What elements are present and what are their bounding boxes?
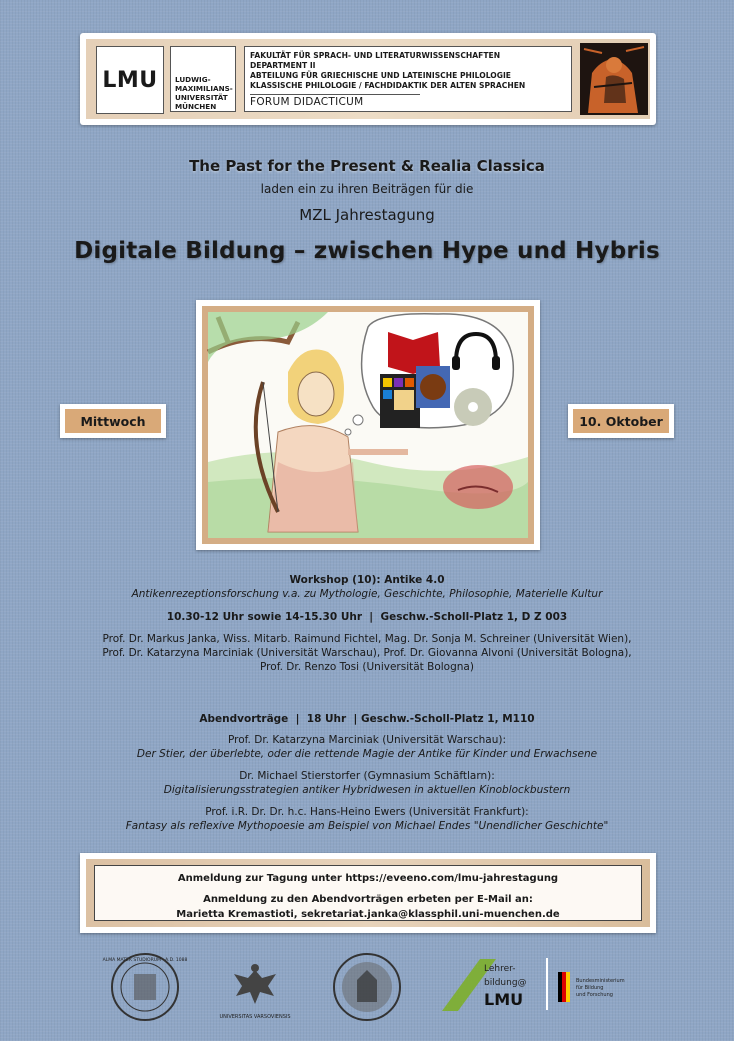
talk-topic: Der Stier, der überlebte, oder die rettende Magie der Antike für Kinder und Erwachsene bbox=[136, 748, 598, 760]
workshop-time-place: 10.30-12 Uhr sowie 14-15.30 Uhr | Geschw.-Scholl-Platz 1, D Z 003 bbox=[166, 611, 568, 623]
header-banner-inner bbox=[86, 39, 650, 119]
registration-banner-inner bbox=[86, 859, 650, 927]
forum-didacticum: FORUM DIDACTICUM bbox=[250, 94, 420, 107]
seal-icon bbox=[102, 952, 188, 1022]
registration-email-intro: Anmeldung zu den Abendvorträgen erbeten per E-Mail an: bbox=[203, 894, 533, 905]
date-label: 10. Oktober bbox=[573, 409, 669, 433]
illustration-mat bbox=[202, 306, 534, 544]
lmu-logo: LMU bbox=[102, 67, 158, 93]
talk-speaker: Dr. Michael Stierstorfer (Gymnasium Schäftlarn): bbox=[239, 770, 495, 782]
registration-email-contact[interactable]: Marietta Kremastioti, sekretariat.janka@klassphil.uni-muenchen.de bbox=[176, 909, 560, 920]
illustration-frame bbox=[196, 300, 540, 550]
talk-speaker: Prof. Dr. Katarzyna Marciniak (Universität Warschau): bbox=[227, 734, 507, 746]
registration-box bbox=[94, 865, 642, 921]
workshop-speakers-line: Prof. Dr. Renzo Tosi (Universität Bologna) bbox=[260, 661, 474, 673]
weekday-label: Mittwoch bbox=[65, 409, 161, 433]
lehrer-text-2: bildung@ bbox=[484, 978, 527, 988]
faculty-box bbox=[244, 46, 572, 112]
weekday-badge bbox=[60, 404, 166, 438]
workshop-speakers-line: Prof. Dr. Markus Janka, Wiss. Mitarb. Raimund Fichtel, Mag. Dr. Sonja M. Schreiner (Universität Wien), bbox=[102, 633, 632, 645]
talk-topic: Digitalisierungsstrategien antiker Hybridwesen in aktuellen Kinoblockbustern bbox=[163, 784, 571, 796]
lehrer-text-1: Lehrer- bbox=[484, 964, 516, 974]
university-name-line: MAXIMILIANS- bbox=[175, 84, 233, 93]
lmu-logo-box bbox=[96, 46, 164, 114]
date-badge bbox=[568, 404, 674, 438]
seal-text: ALMA MATER STUDIORUM · A.D. 1088 bbox=[102, 958, 188, 963]
lehrerbildung-icon bbox=[440, 955, 532, 1013]
registration-banner bbox=[80, 853, 656, 933]
vase-figure-icon bbox=[580, 43, 648, 115]
intro-line-2: laden ein zu ihren Beiträgen für die bbox=[260, 182, 474, 196]
faculty-line: FAKULTÄT FÜR SPRACH- UND LITERATURWISSENSCHAFTEN bbox=[250, 51, 501, 60]
workshop-title: Workshop (10): Antike 4.0 bbox=[289, 574, 445, 586]
illustration bbox=[208, 312, 528, 538]
talk-speaker: Prof. i.R. Dr. Dr. h.c. Hans-Heino Ewers (Universität Frankfurt): bbox=[205, 806, 529, 818]
faculty-line: KLASSISCHE PHILOLOGIE / FACHDIDAKTIK DER ALTEN SPRACHEN bbox=[250, 81, 526, 90]
greek-vase-image bbox=[580, 43, 648, 115]
lmu-seal-icon bbox=[332, 952, 402, 1022]
warsaw-text: UNIVERSITAS VARSOVIENSIS bbox=[219, 1014, 291, 1020]
main-title: Digitale Bildung – zwischen Hype und Hybris bbox=[74, 238, 660, 264]
bmbf-text-2: für Bildung bbox=[576, 985, 604, 991]
bologna-seal-logo bbox=[102, 952, 188, 1026]
university-name-box bbox=[170, 46, 236, 112]
intro-line-1: The Past for the Present & Realia Classica bbox=[189, 157, 545, 175]
lehrerbildung-logo bbox=[440, 955, 532, 1017]
workshop-subtitle: Antikenrezeptionsforschung v.a. zu Mythologie, Geschichte, Philosophie, Materielle Kultur bbox=[131, 588, 603, 600]
university-name-line: LUDWIG- bbox=[175, 75, 211, 84]
bmbf-logo bbox=[556, 960, 636, 1014]
lmu-seal-logo bbox=[332, 952, 402, 1026]
hero-drawing bbox=[208, 312, 528, 538]
university-name-line: MÜNCHEN bbox=[175, 102, 217, 111]
header-banner bbox=[80, 33, 656, 125]
registration-link-line[interactable]: Anmeldung zur Tagung unter https://eveeno.com/lmu-jahrestagung bbox=[177, 873, 559, 884]
bmbf-text-1: Bundesministerium bbox=[576, 978, 625, 984]
eagle-icon bbox=[220, 952, 290, 1022]
university-name-line: UNIVERSITÄT bbox=[175, 93, 228, 102]
logo-divider bbox=[546, 958, 548, 1010]
faculty-line: ABTEILUNG FÜR GRIECHISCHE UND LATEINISCHE PHILOLOGIE bbox=[250, 71, 511, 80]
faculty-line: DEPARTMENT II bbox=[250, 61, 316, 70]
evening-title: Abendvorträge | 18 Uhr | Geschw.-Scholl-Platz 1, M110 bbox=[199, 713, 535, 725]
talk-topic: Fantasy als reflexive Mythopoesie am Beispiel von Michael Endes "Unendlicher Geschichte" bbox=[125, 820, 609, 832]
intro-line-3: MZL Jahrestagung bbox=[299, 206, 435, 224]
lehrer-text-3: LMU bbox=[484, 990, 524, 1009]
bmbf-text-3: und Forschung bbox=[576, 992, 613, 998]
warsaw-university-logo bbox=[220, 952, 290, 1026]
workshop-speakers-line: Prof. Dr. Katarzyna Marciniak (Universität Warschau), Prof. Dr. Giovanna Alvoni (Universität Bologna), bbox=[102, 647, 632, 659]
bmbf-icon bbox=[556, 960, 636, 1010]
